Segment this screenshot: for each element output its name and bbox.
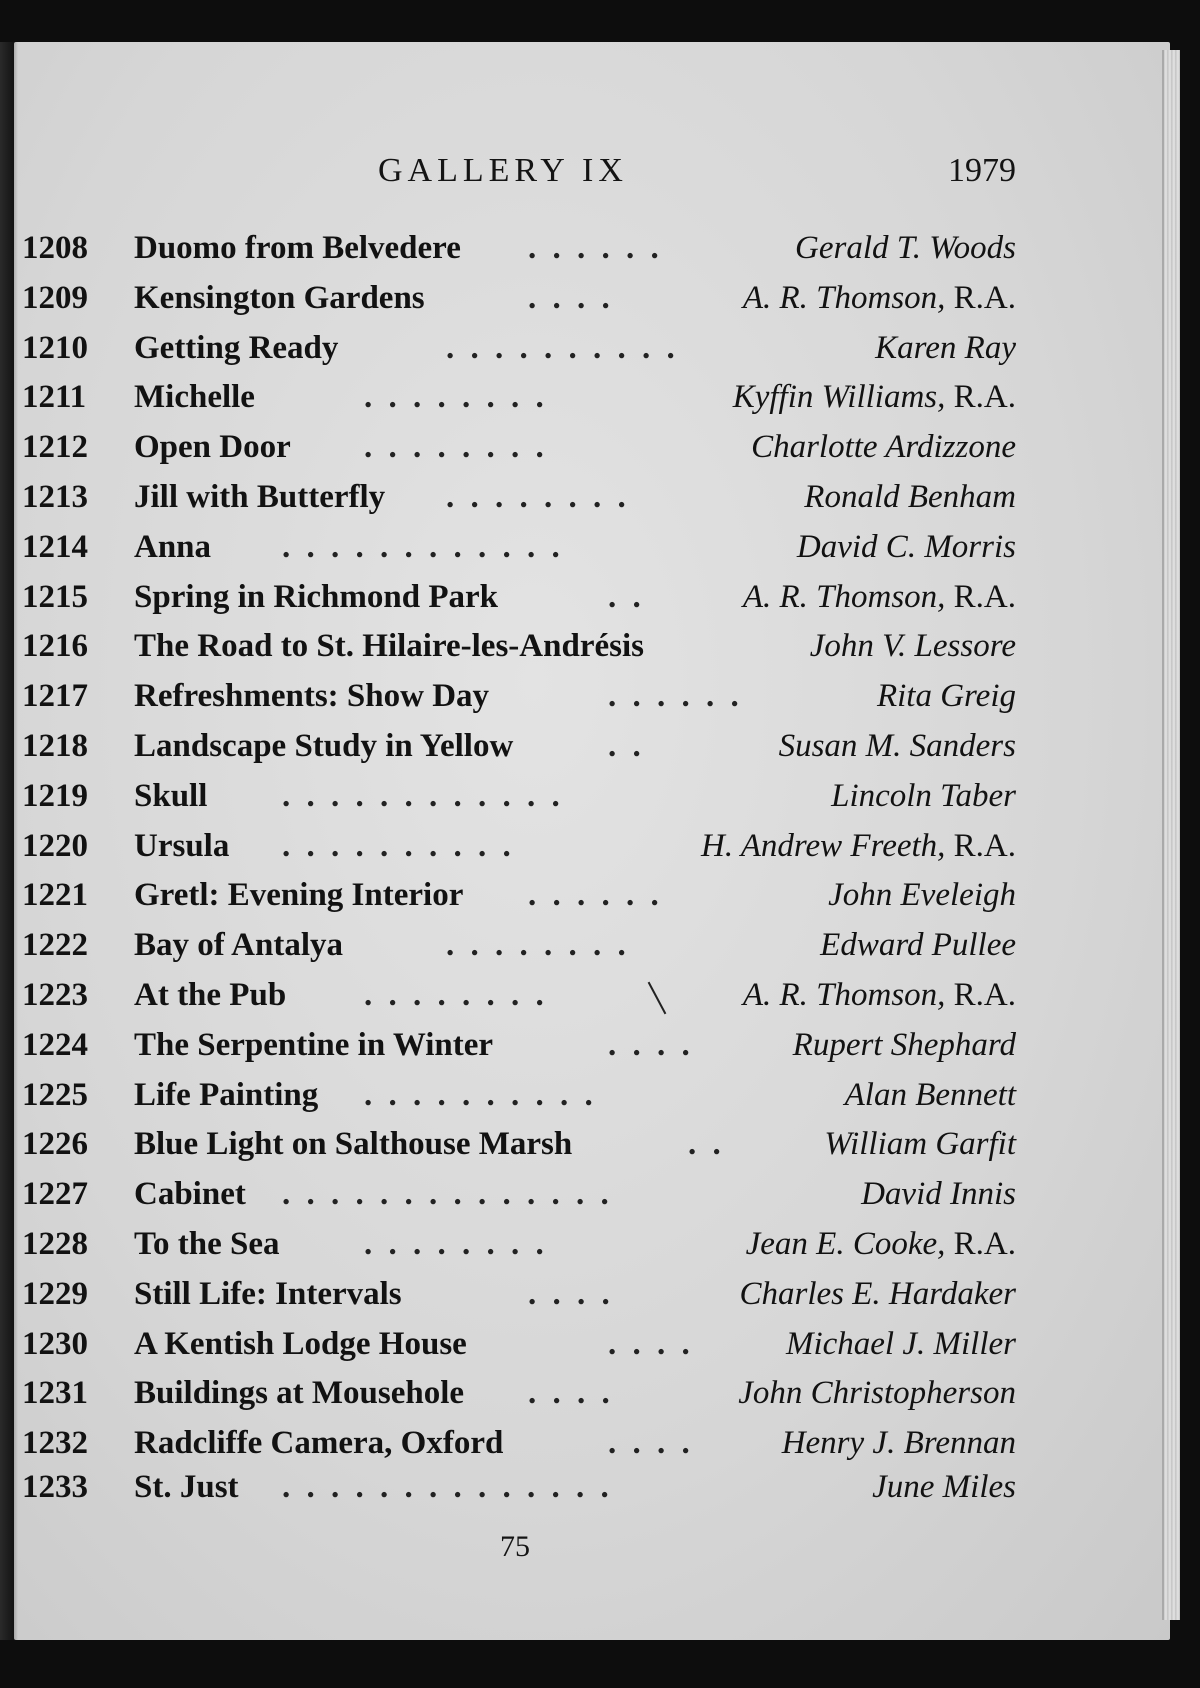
entry-number: 1230 bbox=[22, 1325, 88, 1362]
artist-honour: R.A. bbox=[945, 1225, 1016, 1262]
artist-name: H. Andrew Freeth, bbox=[701, 827, 946, 864]
artist-name: A. R. Thomson, bbox=[742, 578, 946, 615]
artist-name: Charles E. Hardaker bbox=[739, 1275, 1016, 1312]
entry-title: Anna bbox=[134, 528, 212, 565]
leader-dots: . . . . . . bbox=[528, 230, 663, 266]
artist-honour: R.A. bbox=[945, 976, 1016, 1013]
artist-honour: R.A. bbox=[945, 827, 1016, 864]
entry-artist bbox=[786, 1326, 1016, 1363]
catalogue-entry bbox=[0, 425, 1200, 475]
entry-number: 1210 bbox=[22, 329, 88, 366]
catalogue-year: 1979 bbox=[948, 152, 1016, 189]
catalogue-entry bbox=[0, 774, 1200, 824]
entry-number: 1213 bbox=[22, 478, 88, 515]
catalogue-entry bbox=[0, 276, 1200, 326]
page-header bbox=[0, 152, 1200, 202]
artist-name: David C. Morris bbox=[796, 528, 1016, 565]
entry-title: Open Door bbox=[134, 429, 291, 466]
entry-title: Radcliffe Camera, Oxford bbox=[134, 1425, 504, 1462]
artist-honour: R.A. bbox=[945, 578, 1016, 615]
entry-artist bbox=[795, 230, 1016, 267]
artist-name: Susan M. Sanders bbox=[778, 727, 1016, 764]
entry-artist bbox=[738, 1375, 1016, 1412]
artist-name: John V. Lessore bbox=[809, 628, 1016, 665]
entry-number: 1231 bbox=[22, 1375, 88, 1412]
catalogue-entry bbox=[0, 1172, 1200, 1222]
entry-title: Michelle bbox=[134, 379, 255, 416]
entry-artist bbox=[782, 1425, 1016, 1462]
entry-title: To the Sea bbox=[134, 1225, 280, 1262]
entry-number: 1212 bbox=[22, 429, 88, 466]
entry-artist bbox=[701, 828, 1016, 865]
leader-dots: . . . . . . . . . . bbox=[282, 827, 515, 864]
entry-artist bbox=[779, 728, 1016, 765]
catalogue-entry bbox=[0, 1465, 1200, 1509]
entry-number: 1233 bbox=[22, 1469, 88, 1506]
entry-artist bbox=[743, 977, 1016, 1014]
catalogue-entry bbox=[0, 724, 1200, 774]
catalogue-entry bbox=[0, 525, 1200, 575]
entry-artist bbox=[820, 927, 1016, 964]
catalogue-entry bbox=[0, 575, 1200, 625]
catalogue-entry bbox=[0, 1023, 1200, 1073]
entry-number: 1224 bbox=[22, 1026, 88, 1063]
catalogue-entry bbox=[0, 674, 1200, 724]
entry-artist bbox=[733, 379, 1016, 416]
artist-name: Jean E. Cooke, bbox=[745, 1225, 946, 1262]
entry-number: 1219 bbox=[22, 777, 88, 814]
catalogue-entry bbox=[0, 1421, 1200, 1465]
leader-dots: . . . . . . . . . . bbox=[446, 329, 679, 366]
entry-artist bbox=[804, 479, 1016, 516]
leader-dots: . . . . . . . . bbox=[446, 478, 630, 515]
leader-dots: . . . . bbox=[608, 1026, 694, 1063]
leader-dots: . . . . bbox=[608, 1425, 694, 1462]
artist-name: Rita Greig bbox=[876, 678, 1016, 715]
leader-dots: . . . . . . . . bbox=[446, 927, 630, 964]
entry-title: Buildings at Mousehole bbox=[134, 1375, 465, 1412]
entry-number: 1217 bbox=[22, 678, 88, 715]
entry-title: Gretl: Evening Interior bbox=[134, 877, 464, 914]
entry-artist bbox=[751, 429, 1016, 466]
artist-name: Lincoln Taber bbox=[831, 777, 1016, 814]
catalogue-entry bbox=[0, 923, 1200, 973]
entry-number: 1215 bbox=[22, 578, 88, 615]
catalogue-entry bbox=[0, 1371, 1200, 1421]
entry-number: 1211 bbox=[22, 379, 87, 416]
catalogue-entry bbox=[0, 1222, 1200, 1272]
entry-title: Ursula bbox=[134, 827, 230, 864]
catalogue-entry bbox=[0, 475, 1200, 525]
catalogue-entry bbox=[0, 873, 1200, 923]
leader-dots: . . bbox=[608, 727, 645, 764]
entry-number: 1228 bbox=[22, 1225, 88, 1262]
artist-name: William Garfit bbox=[824, 1126, 1016, 1163]
artist-name: David Innis bbox=[861, 1176, 1016, 1213]
catalogue-entry bbox=[0, 326, 1200, 376]
artist-name: Ronald Benham bbox=[804, 478, 1016, 515]
entry-title: Kensington Gardens bbox=[134, 279, 425, 316]
entry-title: St. Just bbox=[134, 1469, 239, 1506]
leader-dots: . . . . . . bbox=[608, 678, 743, 715]
entry-title: Cabinet bbox=[134, 1176, 246, 1213]
artist-name: Michael J. Miller bbox=[785, 1325, 1016, 1362]
page-number: 75 bbox=[500, 1530, 530, 1563]
entry-number: 1225 bbox=[22, 1076, 88, 1113]
catalogue-entry bbox=[0, 973, 1200, 1023]
entry-artist bbox=[739, 1276, 1016, 1313]
artist-name: Edward Pullee bbox=[820, 927, 1016, 964]
entry-artist bbox=[793, 1027, 1016, 1064]
artist-name: John Christopherson bbox=[738, 1375, 1016, 1412]
leader-dots: . . . . . . . . . . . . . . bbox=[282, 1469, 613, 1506]
entry-artist bbox=[810, 628, 1016, 665]
artist-name: A. R. Thomson, bbox=[742, 976, 946, 1013]
entry-number: 1208 bbox=[22, 230, 88, 266]
leader-dots: . . . . . . . . bbox=[364, 976, 548, 1013]
leader-dots: . . . . . . bbox=[528, 877, 663, 914]
entry-artist bbox=[743, 579, 1016, 616]
entry-number: 1223 bbox=[22, 976, 88, 1013]
artist-name: Henry J. Brennan bbox=[781, 1425, 1016, 1462]
catalogue-entry bbox=[0, 1073, 1200, 1123]
entry-artist bbox=[831, 778, 1016, 815]
catalogue-entry bbox=[0, 226, 1200, 276]
catalogue-entry bbox=[0, 1322, 1200, 1372]
catalogue-entry bbox=[0, 824, 1200, 874]
entry-title: Landscape Study in Yellow bbox=[134, 727, 514, 764]
artist-name: Kyffin Williams, bbox=[732, 379, 946, 416]
artist-name: Charlotte Ardizzone bbox=[751, 429, 1016, 466]
leader-dots: . . . . . . . . bbox=[364, 429, 548, 466]
entry-title: A Kentish Lodge House bbox=[134, 1325, 467, 1362]
leader-dots: . . . . . . . . . . . . bbox=[282, 528, 564, 565]
entry-artist bbox=[877, 678, 1016, 715]
artist-name: A. R. Thomson, bbox=[742, 279, 946, 316]
leader-dots: . . . . . . . . . . . . . . bbox=[282, 1176, 613, 1213]
entry-number: 1221 bbox=[22, 877, 88, 914]
leader-dots: . . . . bbox=[528, 279, 614, 316]
artist-name: John Eveleigh bbox=[828, 877, 1016, 914]
entry-title: The Road to St. Hilaire-les-Andrésis bbox=[134, 628, 644, 665]
artist-honour: R.A. bbox=[945, 379, 1016, 416]
entry-artist bbox=[875, 330, 1016, 367]
catalogue-entry bbox=[0, 375, 1200, 425]
entry-number: 1232 bbox=[22, 1425, 88, 1462]
entry-artist bbox=[872, 1469, 1016, 1506]
leader-dots: . . . . . . . . bbox=[364, 379, 548, 416]
leader-dots: . . . . bbox=[528, 1375, 614, 1412]
leader-dots: . . . . bbox=[608, 1325, 694, 1362]
entry-number: 1226 bbox=[22, 1126, 88, 1163]
entry-number: 1214 bbox=[22, 528, 88, 565]
leader-dots: . . bbox=[688, 1126, 725, 1163]
gallery-title: GALLERY IX bbox=[378, 152, 628, 189]
artist-name: Alan Bennett bbox=[844, 1076, 1016, 1113]
entry-title: Skull bbox=[134, 777, 208, 814]
entry-title: Refreshments: Show Day bbox=[134, 678, 490, 715]
entry-title: Bay of Antalya bbox=[134, 927, 344, 964]
artist-name: Rupert Shephard bbox=[792, 1026, 1016, 1063]
entry-title: Duomo from Belvedere bbox=[134, 230, 461, 266]
artist-name: Karen Ray bbox=[875, 329, 1016, 366]
entry-artist bbox=[797, 529, 1016, 566]
leader-dots: . . . . . . . . bbox=[364, 1225, 548, 1262]
leader-dots: . . . . bbox=[528, 1275, 614, 1312]
entry-title: Spring in Richmond Park bbox=[134, 578, 498, 615]
leader-dots: . . bbox=[608, 578, 645, 615]
entry-number: 1227 bbox=[22, 1176, 88, 1213]
artist-name: Gerald T. Woods bbox=[795, 230, 1016, 266]
entries-list bbox=[0, 226, 1200, 1509]
entry-artist bbox=[743, 280, 1016, 317]
entry-number: 1209 bbox=[22, 279, 88, 316]
entry-number: 1220 bbox=[22, 827, 88, 864]
entry-title: At the Pub bbox=[134, 976, 287, 1013]
entry-artist bbox=[845, 1077, 1016, 1114]
leader-dots: . . . . . . . . . . bbox=[364, 1076, 597, 1113]
entry-title: Blue Light on Salthouse Marsh bbox=[134, 1126, 573, 1163]
entry-artist bbox=[861, 1176, 1016, 1213]
entry-artist bbox=[828, 877, 1016, 914]
entry-number: 1229 bbox=[22, 1275, 88, 1312]
catalogue-entry bbox=[0, 1122, 1200, 1172]
entry-title: Life Painting bbox=[134, 1076, 319, 1113]
entry-title: Getting Ready bbox=[134, 329, 339, 366]
entry-number: 1222 bbox=[22, 927, 88, 964]
entry-title: Still Life: Intervals bbox=[134, 1275, 402, 1312]
entry-title: The Serpentine in Winter bbox=[134, 1026, 494, 1063]
entry-artist bbox=[824, 1126, 1016, 1163]
catalogue-entry bbox=[0, 1272, 1200, 1322]
artist-honour: R.A. bbox=[945, 279, 1016, 316]
leader-dots: . . . . . . . . . . . . bbox=[282, 777, 564, 814]
entry-artist bbox=[746, 1226, 1016, 1263]
entry-number: 1216 bbox=[22, 628, 88, 665]
catalogue-entry bbox=[0, 624, 1200, 674]
artist-name: June Miles bbox=[872, 1469, 1016, 1506]
entry-title: Jill with Butterfly bbox=[134, 478, 386, 515]
entry-number: 1218 bbox=[22, 727, 88, 764]
